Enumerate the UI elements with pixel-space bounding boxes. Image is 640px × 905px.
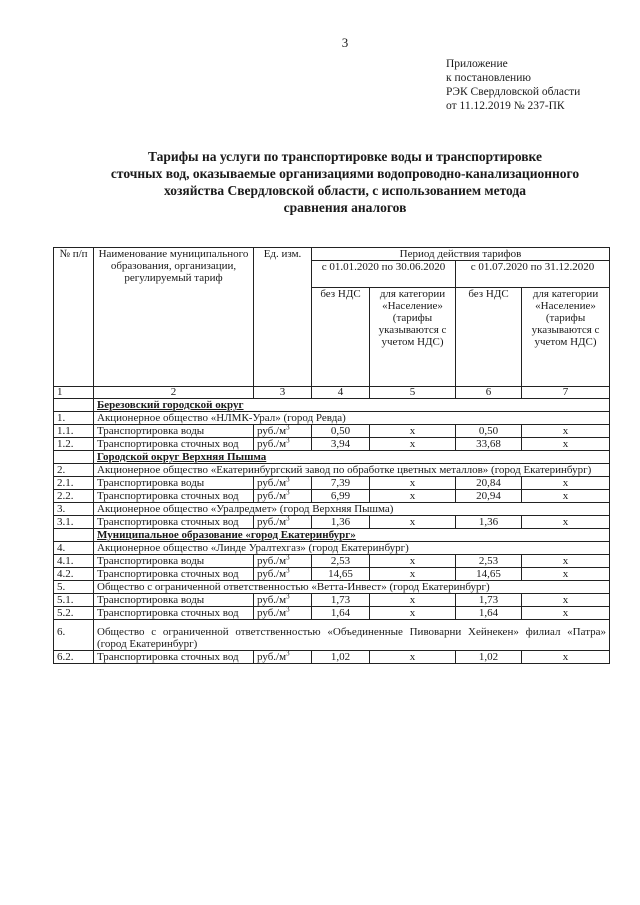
row-population-1: х [370, 477, 456, 490]
org-row [54, 620, 610, 651]
row-name: Транспортировка сточных вод [94, 568, 254, 581]
header-name: Наименование муниципального образования, организации, регулируемый тариф [94, 248, 254, 387]
column-number: 7 [522, 387, 610, 399]
row-population-2: х [522, 555, 610, 568]
row-value-1: 0,50 [312, 425, 370, 438]
header-period-2: с 01.07.2020 по 31.12.2020 [456, 261, 610, 288]
org-row [54, 542, 610, 555]
appendix-line: от 11.12.2019 № 237-ПК [446, 100, 565, 112]
row-num: 2.2. [54, 490, 94, 503]
org-row [54, 464, 610, 477]
org-num: 5. [54, 581, 94, 594]
document-title [40, 148, 640, 216]
org-num: 1. [54, 412, 94, 425]
row-population-1: х [370, 490, 456, 503]
row-value-1: 6,99 [312, 490, 370, 503]
column-number: 1 [54, 387, 94, 399]
tariff-row [54, 555, 610, 568]
org-row [54, 412, 610, 425]
tariff-row [54, 568, 610, 581]
tariff-row [54, 516, 610, 529]
header-no-vat-1: без НДС [312, 288, 370, 387]
column-number: 6 [456, 387, 522, 399]
section-row [54, 451, 610, 464]
header-population-2: для категории «Население» (тарифы указываются с учетом НДС) [522, 288, 610, 387]
header-period-1: с 01.01.2020 по 30.06.2020 [312, 261, 456, 288]
row-unit: $руб./м^3$ [254, 425, 312, 438]
appendix-note [446, 57, 580, 113]
row-unit: $руб./м^3$ [254, 568, 312, 581]
row-value-2: 20,94 [456, 490, 522, 503]
section-row [54, 529, 610, 542]
row-value-2: 33,68 [456, 438, 522, 451]
row-name: Транспортировка воды [94, 594, 254, 607]
appendix-line: РЭК Свердловской области [446, 86, 581, 98]
tariff-row [54, 490, 610, 503]
row-value-2: 1,02 [456, 651, 522, 664]
row-name: Транспортировка сточных вод [94, 607, 254, 620]
row-name: Транспортировка сточных вод [94, 516, 254, 529]
row-unit: $руб./м^3$ [254, 438, 312, 451]
org-name: Акционерное общество «Линде Уралтехгаз» (город Екатеринбург) [94, 542, 610, 555]
org-name: Акционерное общество «НЛМК-Урал» (город Ревда) [94, 412, 610, 425]
column-number-row [54, 387, 610, 399]
row-population-1: х [370, 438, 456, 451]
row-value-1: 1,73 [312, 594, 370, 607]
section-title: Городской округ Верхняя Пышма [94, 451, 610, 464]
row-num: 1.2. [54, 438, 94, 451]
section-title: Березовский городской округ [94, 399, 610, 412]
row-population-2: х [522, 651, 610, 664]
section-row [54, 399, 610, 412]
row-population-2: х [522, 594, 610, 607]
org-name: Общество с ограниченной ответственностью «Объединенные Пивоварни Хейнекен» филиал «Патра» (город Екатеринбург) [94, 620, 610, 651]
row-value-1: 1,02 [312, 651, 370, 664]
row-num: 1.1. [54, 425, 94, 438]
row-value-2: 20,84 [456, 477, 522, 490]
row-value-2: 14,65 [456, 568, 522, 581]
tariffs-table [53, 247, 610, 664]
title-line: Тарифы на услуги по транспортировке воды и транспортировке [147, 149, 542, 164]
page-number: 3 [341, 35, 349, 50]
column-number: 2 [94, 387, 254, 399]
row-unit: $руб./м^3$ [254, 516, 312, 529]
row-value-1: 1,36 [312, 516, 370, 529]
row-num: 4.1. [54, 555, 94, 568]
header-period: Период действия тарифов [312, 248, 610, 261]
title-line: хозяйства Свердловской области, с использованием метода [163, 183, 526, 198]
org-name: Общество с ограниченной ответственностью «Ветта-Инвест» (город Екатеринбург) [94, 581, 610, 594]
row-name: Транспортировка воды [94, 555, 254, 568]
tariff-row [54, 607, 610, 620]
row-population-1: х [370, 568, 456, 581]
org-num: 3. [54, 503, 94, 516]
row-name: Транспортировка воды [94, 477, 254, 490]
row-population-2: х [522, 516, 610, 529]
appendix-line: к постановлению [446, 72, 531, 84]
org-row [54, 581, 610, 594]
header-unit: Ед. изм. [254, 248, 312, 387]
org-num: 2. [54, 464, 94, 477]
row-value-1: 7,39 [312, 477, 370, 490]
row-unit: $руб./м^3$ [254, 594, 312, 607]
row-population-2: х [522, 607, 610, 620]
row-population-1: х [370, 594, 456, 607]
header-num: № п/п [54, 248, 94, 387]
row-population-2: х [522, 425, 610, 438]
header-row [54, 248, 610, 261]
row-value-2: 2,53 [456, 555, 522, 568]
row-population-2: х [522, 477, 610, 490]
column-number: 4 [312, 387, 370, 399]
header-no-vat-2: без НДС [456, 288, 522, 387]
row-unit: $руб./м^3$ [254, 477, 312, 490]
appendix-line: Приложение [446, 58, 508, 70]
row-name: Транспортировка сточных вод [94, 651, 254, 664]
header-population-1: для категории «Население» (тарифы указываются с учетом НДС) [370, 288, 456, 387]
row-num: 6.2. [54, 651, 94, 664]
row-name: Транспортировка воды [94, 425, 254, 438]
row-value-2: 0,50 [456, 425, 522, 438]
org-num: 4. [54, 542, 94, 555]
row-value-1: 1,64 [312, 607, 370, 620]
org-name: Акционерное общество «Екатеринбургский завод по обработке цветных металлов» (город Екатеринбург) [94, 464, 610, 477]
row-population-2: х [522, 568, 610, 581]
row-unit: $руб./м^3$ [254, 651, 312, 664]
row-unit: $руб./м^3$ [254, 607, 312, 620]
tariff-row [54, 594, 610, 607]
row-value-2: 1,36 [456, 516, 522, 529]
row-population-1: х [370, 516, 456, 529]
row-num: 2.1. [54, 477, 94, 490]
tariff-row [54, 425, 610, 438]
tariff-row [54, 477, 610, 490]
row-value-1: 14,65 [312, 568, 370, 581]
tariff-row [54, 651, 610, 664]
row-population-2: х [522, 490, 610, 503]
row-num: 3.1. [54, 516, 94, 529]
title-line: сточных вод, оказываемые организациями водопроводно-канализационного [110, 166, 580, 181]
row-num: 5.1. [54, 594, 94, 607]
row-population-1: х [370, 425, 456, 438]
row-unit: $руб./м^3$ [254, 490, 312, 503]
row-name: Транспортировка сточных вод [94, 438, 254, 451]
row-unit: $руб./м^3$ [254, 555, 312, 568]
title-line: сравнения аналогов [283, 200, 407, 215]
row-value-1: 3,94 [312, 438, 370, 451]
org-num: 6. [54, 620, 94, 651]
row-value-2: 1,64 [456, 607, 522, 620]
row-num: 5.2. [54, 607, 94, 620]
row-population-1: х [370, 651, 456, 664]
tariff-row [54, 438, 610, 451]
section-title: Муниципальное образование «город Екатеринбург» [94, 529, 610, 542]
column-number: 5 [370, 387, 456, 399]
org-row [54, 503, 610, 516]
row-population-1: х [370, 555, 456, 568]
column-number: 3 [254, 387, 312, 399]
org-name: Акционерное общество «Уралредмет» (город Верхняя Пышма) [94, 503, 610, 516]
row-value-2: 1,73 [456, 594, 522, 607]
row-population-2: х [522, 438, 610, 451]
row-name: Транспортировка сточных вод [94, 490, 254, 503]
row-value-1: 2,53 [312, 555, 370, 568]
row-num: 4.2. [54, 568, 94, 581]
row-population-1: х [370, 607, 456, 620]
